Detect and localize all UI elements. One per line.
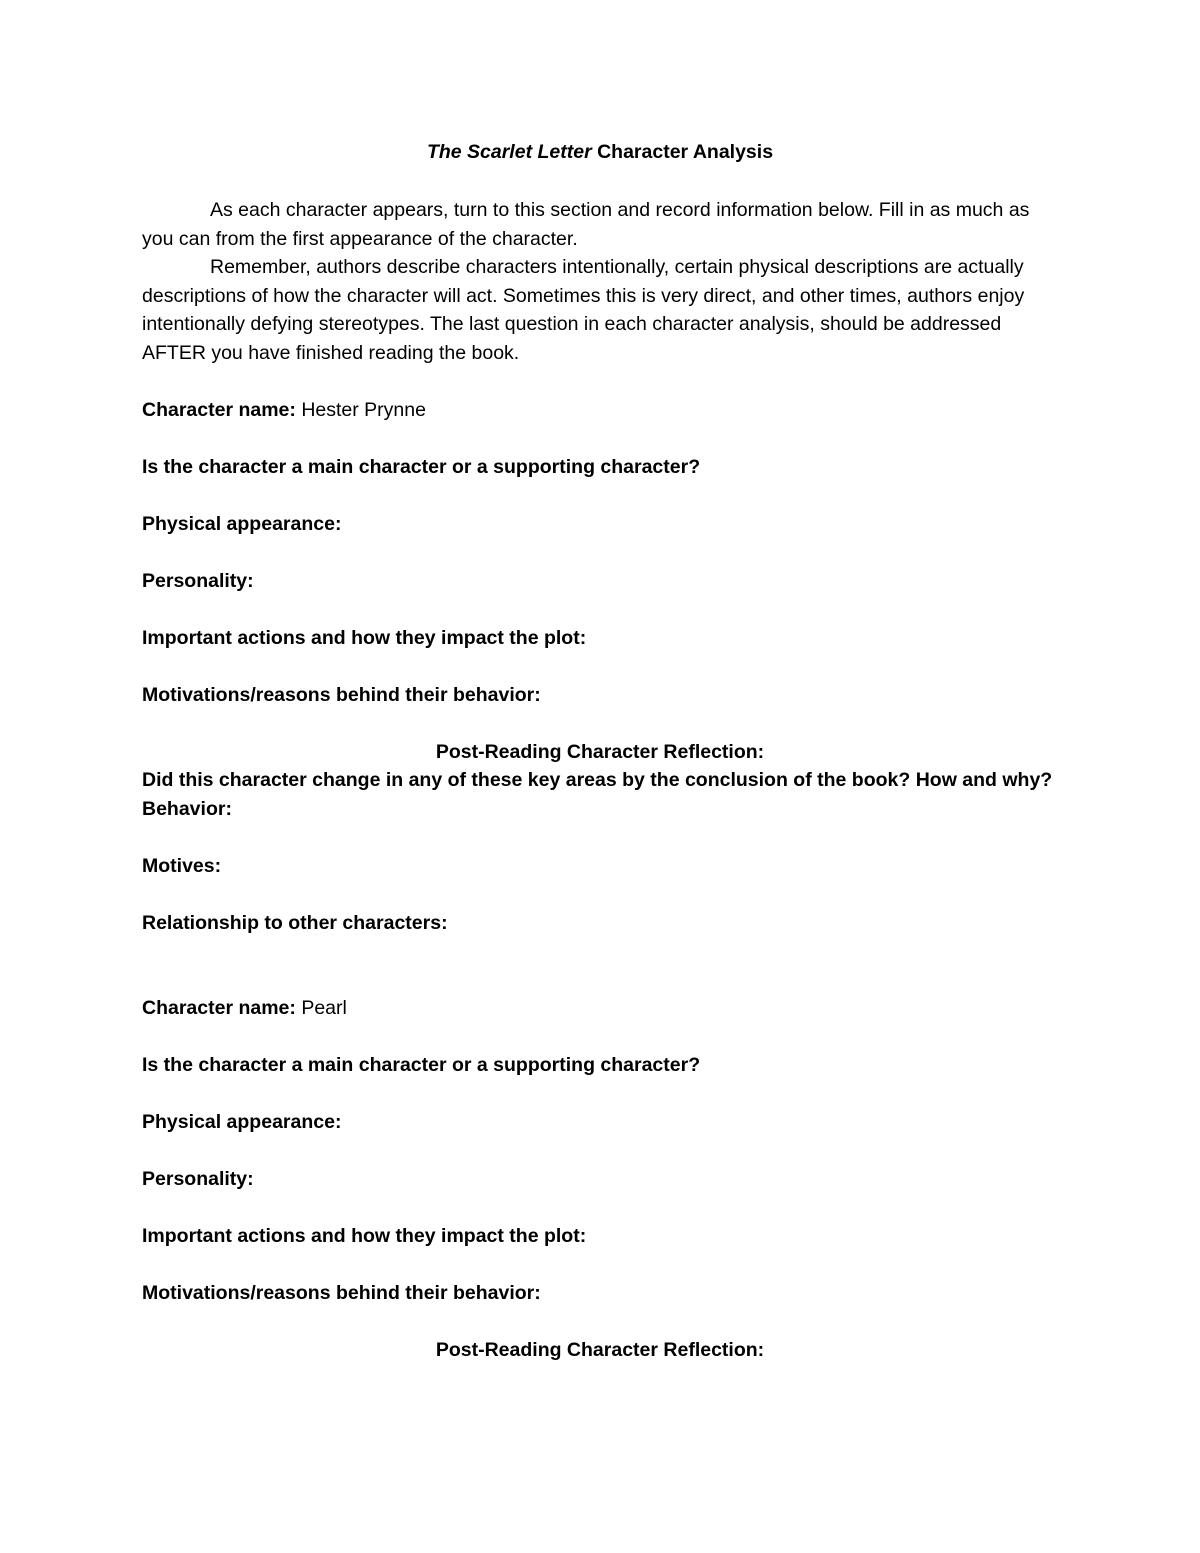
document-page xyxy=(142,138,1058,1365)
title-book-name: The Scarlet Letter xyxy=(426,141,592,163)
character-1-motivations: Motivations/reasons behind their behavior: xyxy=(142,683,541,706)
character-1-behavior: Behavior: xyxy=(142,797,232,820)
character-name-label: Character name: xyxy=(142,997,296,1019)
character-2-reflection-heading: Post-Reading Character Reflection: xyxy=(435,1339,765,1361)
character-2-main-or-supporting: Is the character a main character or a supporting character? xyxy=(142,1054,701,1076)
character-2-name: Pearl xyxy=(295,997,347,1019)
character-1-reflection-question: Did this character change in any of these key areas by the conclusion of the book? How and why? xyxy=(142,769,1053,791)
character-1-main-or-supporting: Is the character a main character or a supporting character? xyxy=(142,455,701,478)
character-1-name-field xyxy=(142,396,1058,425)
character-1-motives: Motives: xyxy=(142,854,222,877)
character-1-actions: Important actions and how they impact the plot: xyxy=(142,626,587,649)
intro-paragraph-1: As each character appears, turn to this section and record information below. Fill in as much as you can from the first appearance of the character. xyxy=(142,199,1030,250)
character-2-actions: Important actions and how they impact the plot: xyxy=(142,1225,587,1247)
character-2-personality: Personality: xyxy=(142,1168,254,1190)
character-1-name: Hester Prynne xyxy=(295,398,426,421)
character-2-motivations: Motivations/reasons behind their behavior: xyxy=(142,1282,541,1304)
character-name-label: Character name: xyxy=(142,398,296,421)
character-2-physical: Physical appearance: xyxy=(142,1111,342,1133)
character-2-name-field xyxy=(142,994,1058,1023)
page-title xyxy=(142,138,1058,166)
character-1-personality: Personality: xyxy=(142,569,254,592)
character-1-reflection-heading: Post-Reading Character Reflection: xyxy=(435,740,765,763)
intro-paragraph-2: Remember, authors describe characters intentionally, certain physical descriptions are actually descriptions of how the character will act. Sometimes this is very direct, and other times, authors enjoy intentionally defying stereotypes. The last question in each character analysis, should be addressed AFTER you have finished reading the book. xyxy=(142,256,1025,364)
character-1-physical: Physical appearance: xyxy=(142,512,342,535)
title-rest: Character Analysis xyxy=(591,141,774,163)
character-1-relationship: Relationship to other characters: xyxy=(142,911,448,934)
